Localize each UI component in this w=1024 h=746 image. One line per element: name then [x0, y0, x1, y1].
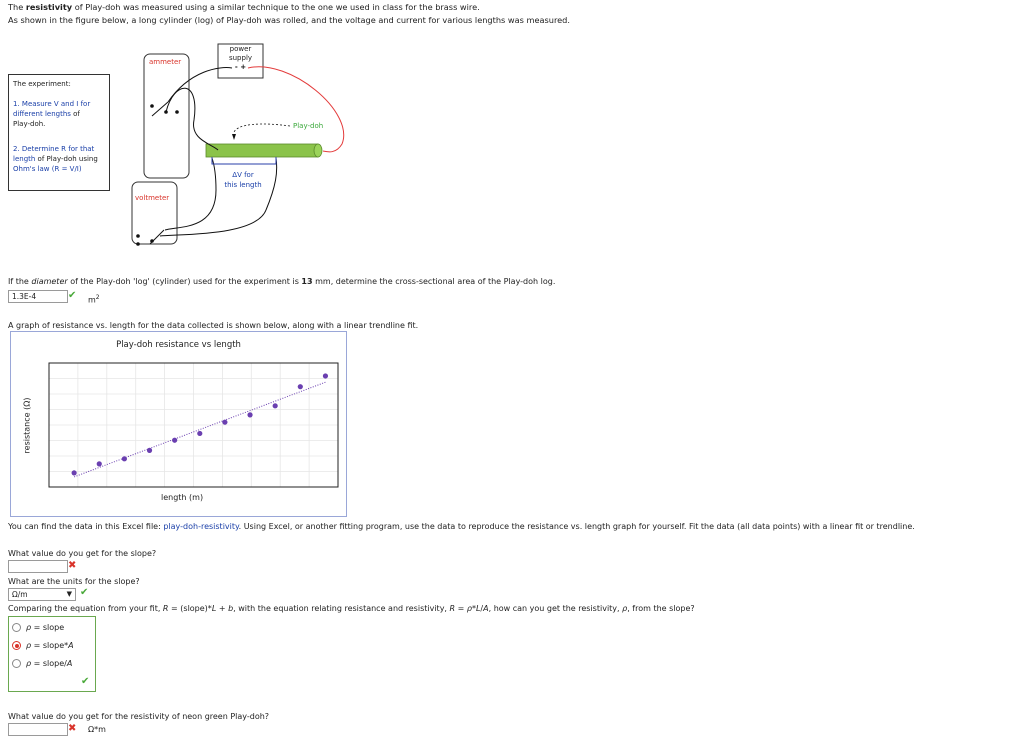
slope-incorrect-icon: ✖ — [68, 560, 77, 571]
intro-line-1: The resistivity of Play-doh was measured using a similar technique to the one we used in class for the brass wire. — [8, 2, 480, 12]
area-question: If the diameter of the Play-doh 'log' (cylinder) used for the experiment is 13 mm, determine the cross-sectional area of the Play-doh log. — [8, 277, 556, 286]
resistivity-question: What value do you get for the resistivity of neon green Play-doh? — [8, 712, 270, 721]
x-axis-label: length (m) — [161, 493, 204, 502]
units-question: What are the units for the slope? — [8, 577, 140, 586]
data-point — [247, 412, 252, 417]
ammeter-box — [144, 54, 189, 178]
ammeter-label: ammeter — [149, 58, 182, 66]
power-supply-label: power supply - + — [228, 45, 253, 71]
data-point — [298, 384, 303, 389]
chevron-down-icon: ▼ — [66, 590, 72, 598]
slope-answer-input[interactable] — [8, 560, 68, 573]
area-correct-icon: ✔ — [68, 290, 77, 301]
data-point — [147, 448, 152, 453]
data-point — [197, 431, 202, 436]
resistivity-incorrect-icon: ✖ — [68, 723, 77, 734]
excel-instructions: You can find the data in this Excel file: play-doh-resistivity. Using Excel, or another fitting program, use the data to reproduce the resistance vs. length graph for yourself. Fit the data (all data points) with a linear fit or trendline. — [8, 522, 915, 531]
data-point — [172, 438, 177, 443]
units-correct-icon: ✔ — [80, 587, 89, 598]
resistivity-unit: Ω*m — [88, 725, 106, 734]
data-point — [97, 461, 102, 466]
data-point — [273, 403, 278, 408]
playdoh-log — [206, 144, 318, 157]
intro-line-2: As shown in the figure below, a long cylinder (log) of Play-doh was rolled, and the voltage and current for various lengths was measured. — [8, 15, 570, 25]
data-point — [122, 456, 127, 461]
chart-plot — [11, 332, 346, 516]
experiment-box — [8, 74, 110, 191]
trendline — [74, 382, 325, 477]
slope-question: What value do you get for the slope? — [8, 549, 157, 558]
graph-intro: A graph of resistance vs. length for the data collected is shown below, along with a linear trendline fit. — [8, 321, 419, 330]
area-unit: $m^2$ — [88, 294, 100, 305]
voltmeter-label: voltmeter — [135, 194, 170, 202]
chart-title: Play-doh resistance vs length — [116, 340, 241, 350]
data-point — [222, 420, 227, 425]
playdoh-label: Play-doh — [293, 122, 324, 130]
radio-button[interactable] — [12, 659, 21, 668]
y-axis-label: resistance (Ω) — [22, 397, 32, 454]
compare-question: Comparing the equation from your fit, R = (slope)*L + b, with the equation relating resistance and resistivity, R = ρ*L/A, how can you get the resistivity, ρ, from the slope? — [8, 604, 695, 613]
experiment-title: The experiment: — [13, 80, 71, 88]
resistivity-answer-input[interactable] — [8, 723, 68, 736]
delta-v-label: ΔV for this length — [224, 171, 262, 189]
area-answer-input[interactable]: 1.3E-4 — [8, 290, 68, 303]
data-point — [72, 470, 77, 475]
experiment-step-2: 2. Determine R for that length of Play-doh using Ohm's law (R = V/I) — [13, 145, 98, 173]
experiment-step-1: 1. Measure V and I for different lengths of Play-doh. — [13, 100, 91, 128]
chart-container — [10, 331, 347, 517]
radio-button[interactable] — [12, 623, 21, 632]
radio-button-selected[interactable] — [12, 641, 21, 650]
units-select[interactable]: Ω/m ▼ — [8, 588, 76, 601]
options-group: ρ = slope ρ = slope*A ρ = slope/A ✔ — [8, 616, 96, 692]
options-correct-icon: ✔ — [81, 676, 90, 687]
excel-file-link[interactable]: play-doh-resistivity — [163, 522, 239, 531]
data-point — [323, 373, 328, 378]
